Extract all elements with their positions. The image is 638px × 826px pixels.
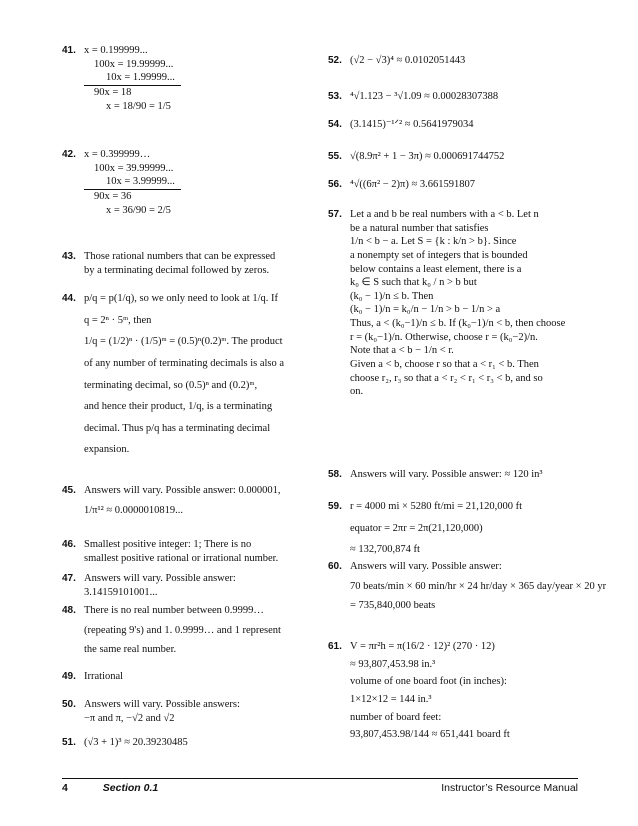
- problem-number: 56.: [328, 179, 342, 190]
- problem-number: 47.: [62, 573, 76, 584]
- problem-line: (repeating 9's) and 1. 0.9999… and 1 represent: [84, 624, 281, 636]
- problem-line: below contains a least element, there is a: [350, 263, 522, 275]
- problem-line: Smallest positive integer: 1; There is no: [84, 539, 252, 550]
- problem-number: 55.: [328, 151, 342, 162]
- problem-line: 100x = 39.99999...: [94, 162, 174, 174]
- problem-line: Answers will vary. Possible answers:: [84, 699, 240, 710]
- problem-line: choose r₂, r₃ so that a < r₂ < r₁ < r₃ < b, and so: [350, 372, 543, 384]
- problem-56: [328, 178, 600, 192]
- problem-line: k₀ ∈ S such that k₀ / n > b but: [350, 277, 477, 289]
- problem-line: There is no real number between 0.9999…: [84, 605, 264, 616]
- problem-line: and hence their product, 1/q, is a terminating: [84, 401, 273, 413]
- manual-title: Instructor’s Resource Manual: [441, 782, 578, 794]
- problem-47: [62, 572, 334, 599]
- problem-53: [328, 90, 600, 104]
- problem-line: ⁴√1.123 − ³√1.09 ≈ 0.00028307388: [350, 91, 499, 102]
- problem-line: expansion.: [84, 444, 130, 456]
- page-number: 4: [62, 782, 68, 794]
- problem-44: [62, 292, 334, 457]
- problem-line: Those rational numbers that can be expressed: [84, 251, 276, 262]
- problem-line: be a natural number that satisfies: [350, 222, 489, 234]
- problem-number: 50.: [62, 699, 76, 710]
- problem-60: [328, 560, 607, 613]
- problem-line: Given a < b, choose r so that a < r₁ < b. Then: [350, 359, 539, 371]
- problem-number: 48.: [62, 605, 76, 616]
- problem-59: [328, 500, 600, 557]
- section-label: Section 0.1: [102, 782, 159, 794]
- problem-number: 41.: [62, 45, 76, 56]
- problem-line: 3.14159101001...: [84, 586, 158, 598]
- problem-line: on.: [350, 386, 364, 398]
- problem-line: −π and π, −√2 and √2: [84, 712, 175, 724]
- problem-49: [62, 670, 334, 684]
- problem-line: √(8.9π² + 1 − 3π) ≈ 0.000691744752: [350, 151, 505, 162]
- problem-number: 45.: [62, 485, 76, 496]
- problem-50: [62, 698, 334, 725]
- problem-line: (k₀ − 1)/n ≤ b. Then: [350, 290, 434, 302]
- problem-line: smallest positive rational or irrational number.: [84, 552, 279, 564]
- problem-line: 100x = 19.99999...: [94, 58, 174, 70]
- problem-line: x = 0.199999...: [84, 45, 148, 56]
- problem-41: [62, 44, 334, 113]
- problem-line: Answers will vary. Possible answer: ≈ 120 in³: [350, 469, 543, 480]
- problem-line: (k₀ − 1)/n = k₀/n − 1/n > b − 1/n > a: [350, 304, 501, 316]
- problem-61: [328, 640, 600, 742]
- problem-line: Irrational: [84, 671, 124, 682]
- problem-line: Note that a < b − 1/n < r.: [350, 345, 454, 357]
- problem-line: x = 18/90 = 1/5: [106, 100, 171, 112]
- problem-line: x = 36/90 = 2/5: [106, 204, 171, 216]
- problem-line: ≈ 93,807,453.98 in.³: [350, 658, 436, 670]
- problem-line: r = (k₀−1)/n. Otherwise, choose r = (k₀−2)/n.: [350, 331, 538, 343]
- problem-line: Thus, a < (k₀−1)/n ≤ b. If (k₀−1)/n < b, then choose: [350, 318, 566, 330]
- problem-line: p/q = p(1/q), so we only need to look at 1/q. If: [84, 293, 279, 304]
- problem-line: 90x = 18: [94, 86, 132, 98]
- problem-line: V = πr²h = π(16/2 · 12)² (270 · 12): [350, 641, 495, 652]
- footer-left: [62, 782, 158, 796]
- problem-number: 46.: [62, 539, 76, 550]
- problem-line: number of board feet:: [350, 711, 442, 723]
- problem-number: 43.: [62, 251, 76, 262]
- problem-number: 57.: [328, 209, 342, 220]
- problem-line: Let a and b be real numbers with a < b. Let n: [350, 209, 539, 220]
- problem-line: 1/q = (1/2)ⁿ · (1/5)ᵐ = (0.5)ⁿ(0.2)ᵐ. The product: [84, 336, 283, 348]
- problem-line: ⁴√((6π² − 2)π) ≈ 3.661591807: [350, 179, 475, 190]
- problem-line: r = 4000 mi × 5280 ft/mi = 21,120,000 ft: [350, 501, 523, 512]
- problem-42: [62, 148, 334, 217]
- problem-line: (√3 + 1)³ ≈ 20.39230485: [84, 737, 188, 748]
- problem-line: 1/n < b − a. Let S = {k : k/n > b}. Since: [350, 236, 517, 248]
- problem-line: equator = 2πr = 2π(21,120,000): [350, 522, 483, 534]
- problem-line: volume of one board foot (in inches):: [350, 676, 507, 688]
- problem-line: 90x = 36: [94, 190, 132, 202]
- problem-line: a nonempty set of integers that is bounded: [350, 249, 528, 261]
- problem-line: (3.1415)⁻¹ᐟ² ≈ 0.5641979034: [350, 119, 474, 130]
- problem-number: 52.: [328, 55, 342, 66]
- problem-line: = 735,840,000 beats: [350, 600, 436, 612]
- problem-line: 93,807,453.98/144 ≈ 651,441 board ft: [350, 729, 510, 741]
- problem-57: [328, 208, 600, 399]
- problem-number: 59.: [328, 501, 342, 512]
- problem-48: [62, 604, 334, 657]
- problem-55: [328, 150, 600, 164]
- problem-line: of any number of terminating decimals is also a: [84, 357, 285, 369]
- problem-number: 60.: [328, 561, 342, 572]
- problem-line: terminating decimal, so (0.5)ⁿ and (0.2)ᵐ,: [84, 379, 258, 391]
- problem-number: 49.: [62, 671, 76, 682]
- problem-line: Answers will vary. Possible answer:: [350, 561, 502, 572]
- problem-number: 44.: [62, 293, 76, 304]
- problem-45: [62, 484, 334, 517]
- problem-line: x = 0.399999…: [84, 149, 151, 160]
- problem-line: 10x = 1.99999...: [84, 71, 181, 86]
- problem-line: 70 beats/min × 60 min/hr × 24 hr/day × 365 day/year × 20 yr: [350, 580, 607, 592]
- problem-line: Answers will vary. Possible answer: 0.000001,: [84, 485, 281, 496]
- problem-number: 61.: [328, 641, 342, 652]
- problem-line: decimal. Thus p/q has a terminating decimal: [84, 422, 271, 434]
- problem-58: [328, 468, 600, 482]
- problem-line: 10x = 3.99999...: [84, 175, 181, 190]
- problem-number: 53.: [328, 91, 342, 102]
- problem-line: the same real number.: [84, 644, 177, 656]
- problem-line: Answers will vary. Possible answer:: [84, 573, 236, 584]
- problem-line: (√2 − √3)⁴ ≈ 0.0102051443: [350, 55, 466, 66]
- problem-43: [62, 250, 334, 277]
- problem-number: 42.: [62, 149, 76, 160]
- problem-number: 58.: [328, 469, 342, 480]
- problem-51: [62, 736, 334, 750]
- problem-line: ≈ 132,700,874 ft: [350, 544, 420, 556]
- problem-line: 1×12×12 = 144 in.³: [350, 693, 432, 705]
- problem-line: q = 2ⁿ · 5ᵐ, then: [84, 314, 152, 326]
- problem-54: [328, 118, 600, 132]
- problem-line: by a terminating decimal followed by zeros.: [84, 264, 270, 276]
- problem-52: [328, 54, 600, 68]
- page-footer: [62, 778, 578, 796]
- problem-line: 1/π¹² ≈ 0.0000010819...: [84, 504, 184, 516]
- problem-46: [62, 538, 334, 565]
- problem-number: 51.: [62, 737, 76, 748]
- problem-number: 54.: [328, 119, 342, 130]
